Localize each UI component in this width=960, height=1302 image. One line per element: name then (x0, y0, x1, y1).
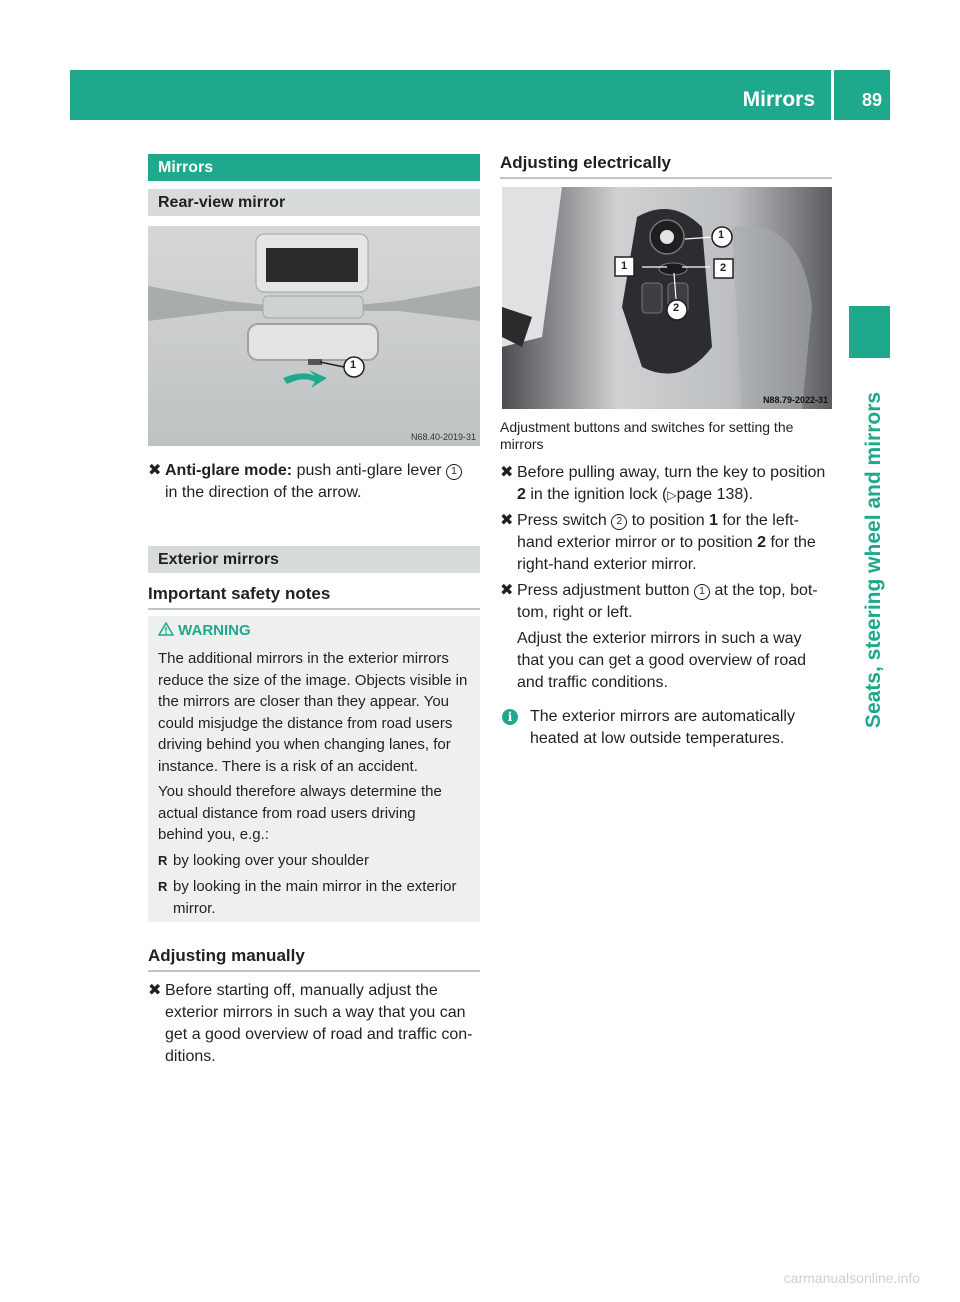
position-number: 2 (517, 486, 526, 503)
page-header (70, 70, 890, 120)
door-switch-illustration (502, 187, 832, 409)
step-text: Press switch (517, 512, 607, 529)
step-result (517, 628, 835, 694)
page-number: 89 (861, 90, 882, 110)
step-arrow-icon: ✖ (500, 582, 514, 599)
info-line: The exterior mirrors are automatically (530, 708, 795, 725)
warning-line: The additional mirrors in the exterior mirrors (158, 650, 449, 667)
ref-1-icon: 1 (446, 464, 462, 480)
callout-1-label: 1 (718, 229, 725, 241)
list-item-text: by looking over your shoulder (173, 852, 369, 869)
step-text: push anti-glare lever (296, 462, 442, 479)
advice-text (158, 781, 442, 846)
divider (148, 608, 480, 610)
header-title: Mirrors (742, 88, 815, 111)
warning-text (158, 648, 467, 778)
advice-line: You should therefore always determine the (158, 783, 442, 800)
callout-box-1-label: 1 (621, 260, 628, 272)
watermark: carmanualsonline.info (783, 1270, 920, 1286)
safety-heading: Important safety notes (148, 584, 331, 603)
step-line: Before pulling away, turn the key to position (517, 464, 826, 481)
warning-triangle-icon (158, 622, 174, 636)
callout-2-label: 2 (673, 302, 680, 314)
step-arrow-icon: ✖ (148, 462, 162, 479)
caption-line: Adjustment buttons and switches for setting the (500, 419, 794, 435)
info-line: heated at low outside temperatures. (530, 730, 785, 747)
step-line: ditions. (165, 1048, 216, 1065)
ref-2-icon: 2 (611, 514, 627, 530)
warning-title: WARNING (178, 622, 251, 639)
warning-line: driving behind you when changing lanes, for (158, 736, 451, 754)
list-item-text (173, 876, 456, 919)
warning-header (158, 622, 251, 639)
step-text-cont: in the direction of the arrow. (165, 484, 362, 501)
page-ref-arrow-icon: ▷ (667, 488, 677, 502)
bullet-icon: R (158, 853, 168, 868)
manual-heading: Adjusting manually (148, 946, 305, 965)
electric-heading: Adjusting electrically (500, 153, 671, 172)
figure-caption (500, 419, 793, 453)
position-number: 1 (709, 512, 718, 529)
side-tab-label: Seats, steering wheel and mirrors (862, 391, 885, 729)
divider (500, 177, 832, 179)
step-text: in the ignition lock ( (530, 486, 668, 503)
info-text (530, 706, 795, 750)
result-line: Adjust the exterior mirrors in such a way (517, 630, 802, 647)
ref-1-icon: 1 (694, 584, 710, 600)
page-link[interactable]: page 138). (676, 486, 754, 503)
warning-line: reduce the size of the image. Objects visible in (158, 671, 468, 689)
callout-1-label: 1 (350, 359, 357, 371)
step-line: exterior mirrors in such a way that you can (165, 1004, 466, 1021)
warning-box (148, 616, 480, 922)
step-line: tom, right or left. (517, 604, 633, 621)
position-number: 2 (757, 534, 767, 551)
divider (148, 970, 480, 972)
header-divider (831, 70, 834, 120)
result-line: that you can get a good overview of road (517, 652, 807, 669)
step-text: for the (770, 534, 816, 551)
rear-view-mirror-figure (148, 226, 480, 446)
info-icon: i (502, 709, 518, 725)
figure-code: N88.79-2022-31 (762, 395, 828, 405)
list-item-line: mirror. (173, 899, 216, 917)
side-tab-block (849, 306, 890, 358)
door-switch-figure (502, 187, 832, 409)
step-arrow-icon: ✖ (500, 512, 514, 529)
step-arrow-icon: ✖ (500, 464, 514, 481)
warning-line: could misjudge the distance from road users (158, 714, 453, 732)
step-label: Anti-glare mode: (165, 462, 293, 479)
section-title: Mirrors (148, 154, 480, 181)
step-text: at the top, bot- (714, 582, 818, 599)
callout-box-2-label: 2 (720, 262, 727, 274)
side-tab (854, 370, 894, 750)
caption-line: mirrors (500, 436, 544, 452)
bullet-icon: R (158, 879, 168, 894)
step-text: to position (631, 512, 705, 529)
step-arrow-icon: ✖ (148, 982, 162, 999)
step-text: for the left- (722, 512, 799, 529)
warning-line: the mirrors are closer than they appear. You (158, 693, 450, 711)
subsection-title-rear-view: Rear-view mirror (148, 189, 480, 216)
advice-line: behind you, e.g.: (158, 826, 269, 844)
rear-view-mirror-illustration (148, 226, 480, 446)
figure-code: N68.40-2019-31 (410, 432, 476, 442)
result-line: and traffic conditions. (517, 674, 668, 691)
subsection-title-exterior: Exterior mirrors (148, 546, 480, 573)
list-item-line: by looking in the main mirror in the exterior (173, 878, 457, 895)
step-line: get a good overview of road and traffic con- (165, 1026, 473, 1043)
step-text: hand exterior mirror or to position (517, 534, 753, 551)
step-text: Press adjustment button (517, 582, 690, 599)
advice-line: actual distance from road users driving (158, 804, 416, 822)
step-line: Before starting off, manually adjust the (165, 982, 438, 999)
warning-line: instance. There is a risk of an accident. (158, 757, 418, 775)
step-line: right-hand exterior mirror. (517, 556, 697, 573)
